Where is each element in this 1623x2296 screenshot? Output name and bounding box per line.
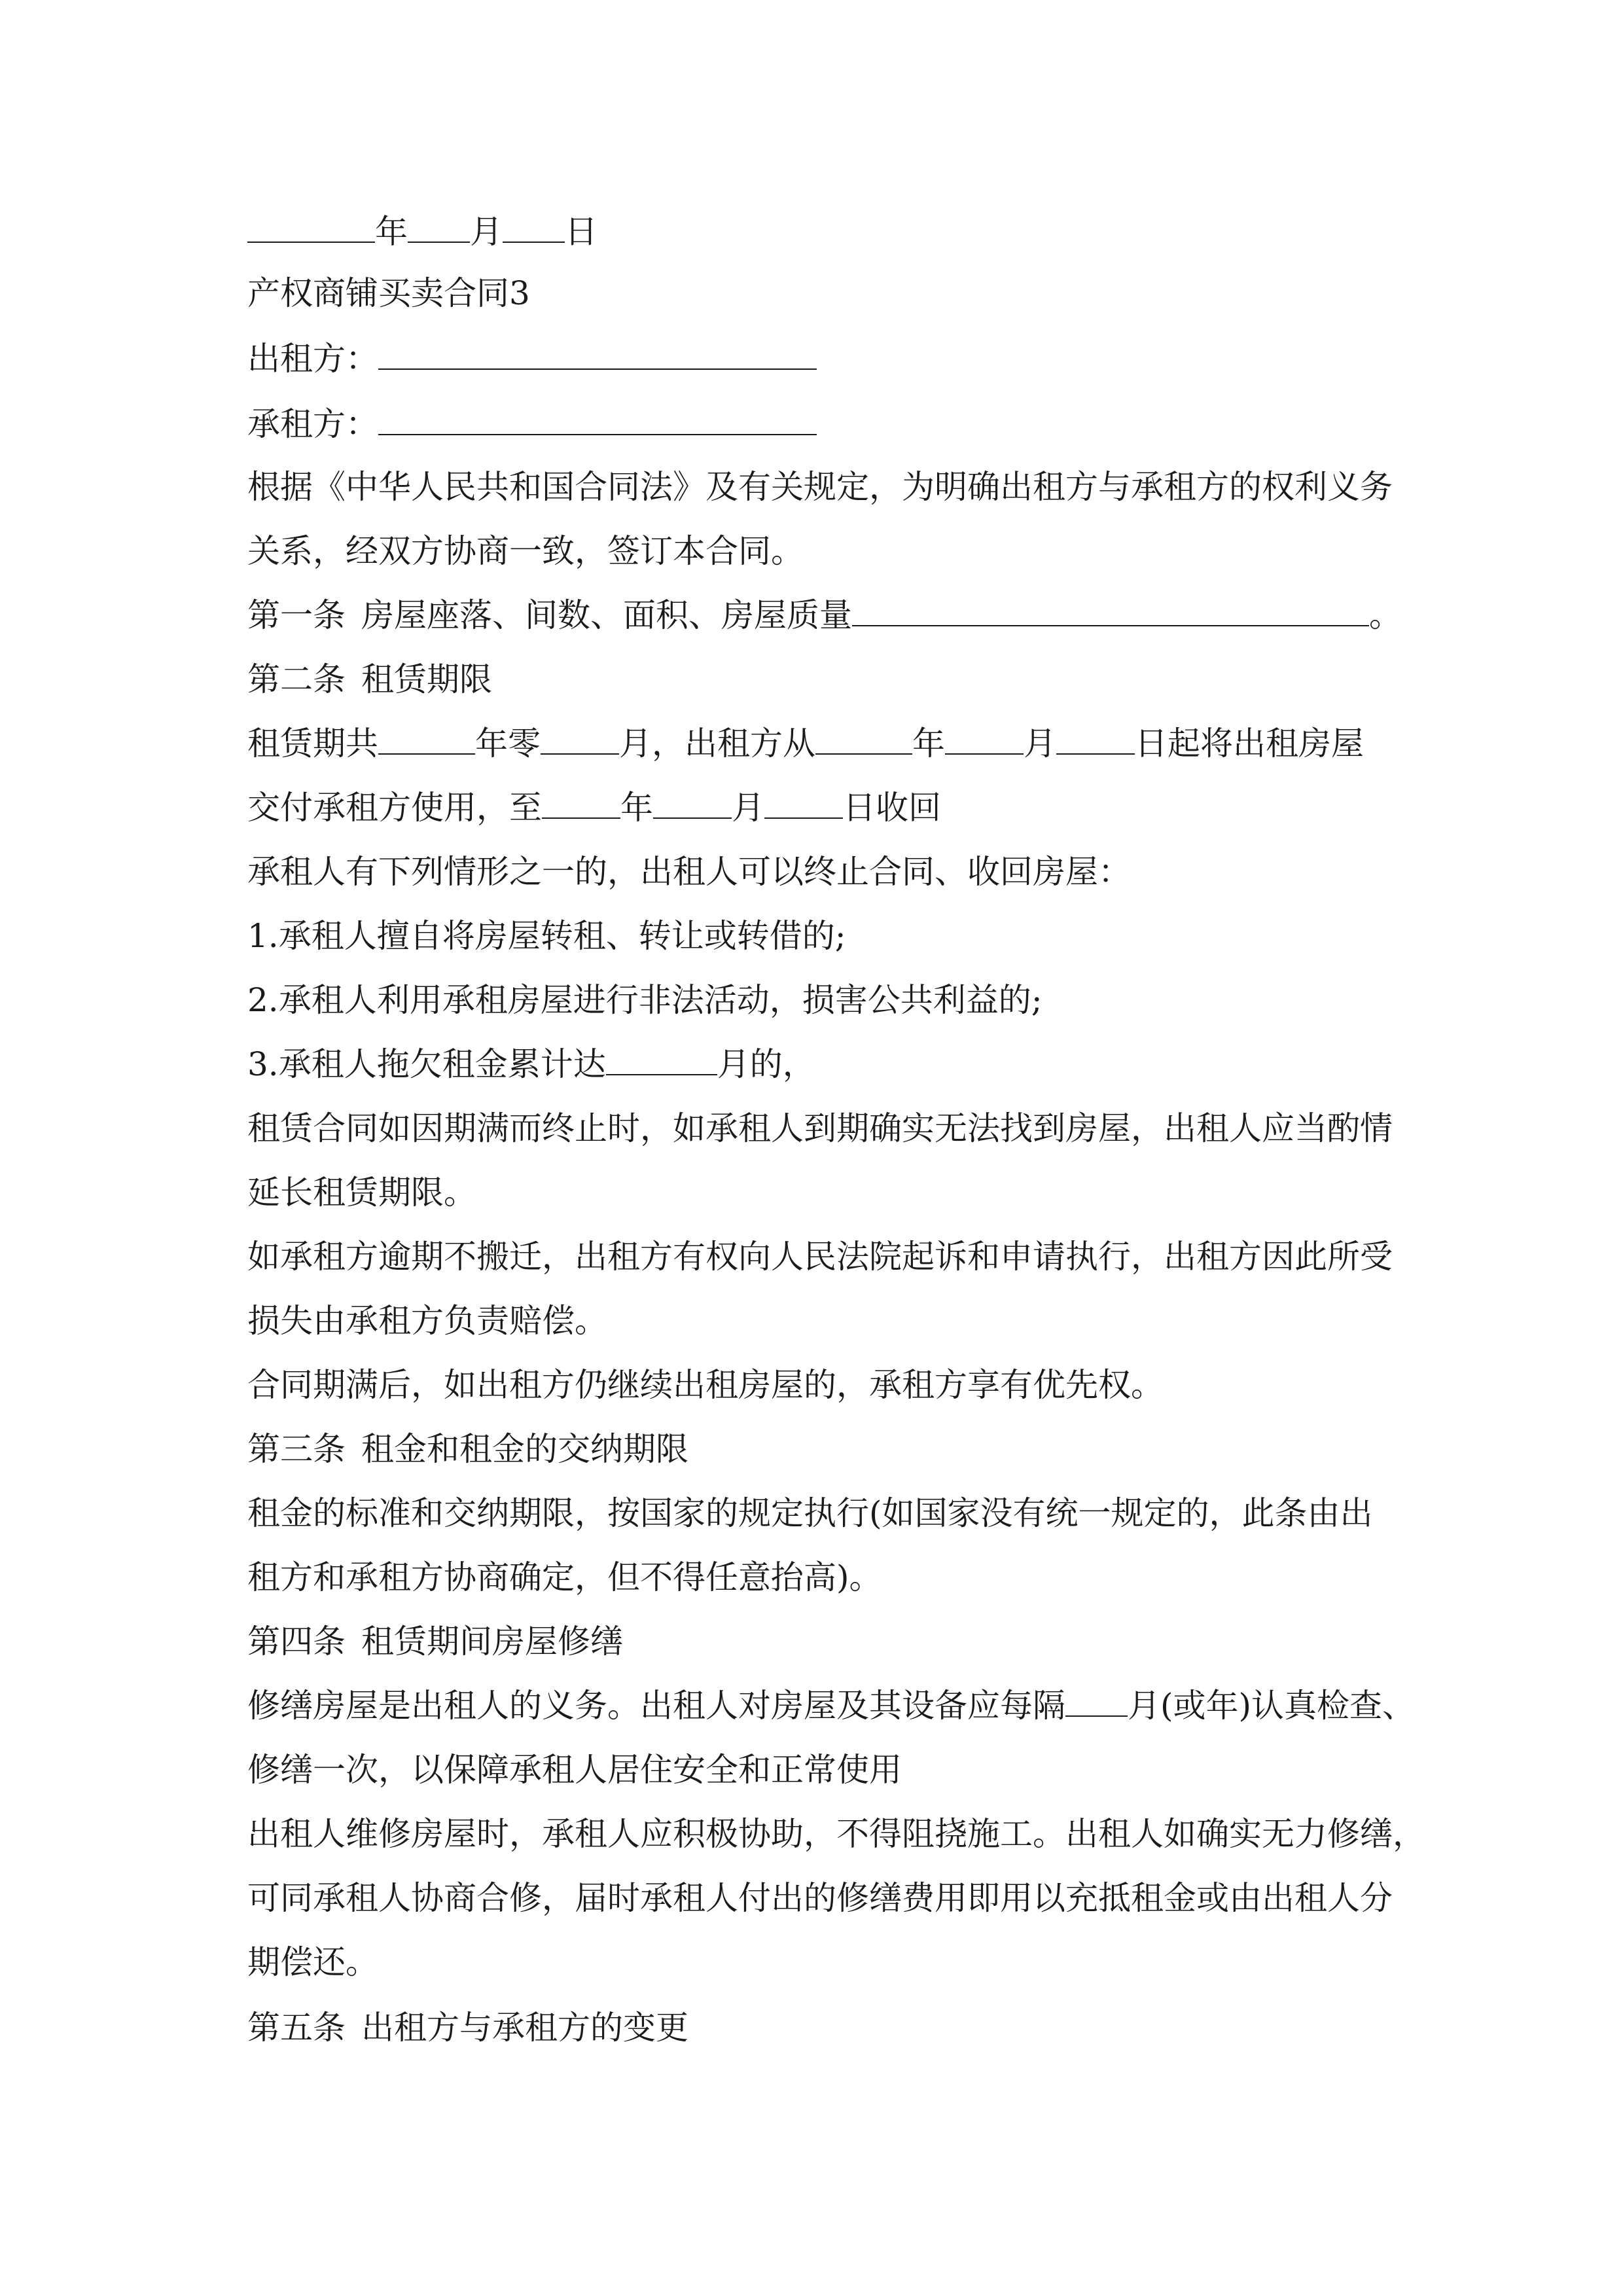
lease-term-line-1: 租赁期共 年零 月，出租方从 年 月 日起将出租房屋 — [247, 720, 1399, 767]
priority-clause: 合同期满后，如出租方仍继续出租房屋的，承租方享有优先权。 — [247, 1366, 1164, 1404]
repair-line-5: 期偿还。 — [247, 1943, 378, 1981]
termination-item-2: 2.承租人利用承租房屋进行非法活动，损害公共利益的; — [247, 981, 1043, 1019]
lessor-blank — [378, 338, 817, 370]
lease-term-line-2: 交付承租方使用，至 年 月 日收回 — [247, 784, 1399, 831]
expiry-line-2: 延长租赁期限。 — [247, 1174, 476, 1211]
document-title: 产权商铺买卖合同3 — [247, 274, 530, 312]
repair-line-1: 修缮房屋是出租人的义务。出租人对房屋及其设备应每隔 月(或年)认真检查、 — [247, 1682, 1399, 1729]
months-blank — [606, 1043, 717, 1076]
rent-line-2: 租方和承租方协商确定，但不得任意抬高)。 — [247, 1558, 882, 1596]
termination-intro: 承租人有下列情形之一的，出租人可以终止合同、收回房屋： — [247, 853, 1131, 891]
article-4-heading: 第四条 租赁期间房屋修缮 — [247, 1623, 623, 1660]
article-3-heading: 第三条 租金和租金的交纳期限 — [247, 1430, 688, 1468]
preamble-line-2: 关系，经双方协商一致，签订本合同。 — [247, 532, 804, 570]
repair-line-3: 出租人维修房屋时，承租人应积极协助，不得阻挠施工。出租人如确实无力修缮， — [247, 1815, 1425, 1853]
overdue-line-1: 如承租方逾期不搬迁，出租方有权向人民法院起诉和申请执行，出租方因此所受 — [247, 1238, 1393, 1276]
overdue-line-2: 损失由承租方负责赔偿。 — [247, 1302, 607, 1340]
article-5-heading: 第五条 出租方与承租方的变更 — [247, 2009, 688, 2047]
date-line: 年 月 日 — [247, 208, 1399, 255]
repair-line-4: 可同承租人协商合修，届时承租人付出的修缮费用即用以充抵租金或由出租人分 — [247, 1879, 1393, 1917]
property-blank — [852, 594, 1369, 627]
year-blank — [247, 211, 375, 243]
lessee-line: 承租方： — [247, 401, 1399, 448]
expiry-line-1: 租赁合同如因期满而终止时，如承租人到期确实无法找到房屋，出租人应当酌情 — [247, 1109, 1393, 1147]
day-blank — [503, 211, 565, 243]
rent-line-1: 租金的标准和交纳期限，按国家的规定执行(如国家没有统一规定的，此条由出 — [247, 1494, 1373, 1532]
lessee-blank — [378, 403, 817, 436]
month-blank — [408, 211, 470, 243]
article-2-heading: 第二条 租赁期限 — [247, 660, 492, 698]
preamble-line-1: 根据《中华人民共和国合同法》及有关规定，为明确出租方与承租方的权利义务 — [247, 468, 1393, 506]
article-1: 第一条 房屋座落、间数、面积、房屋质量 。 — [247, 592, 1399, 639]
repair-line-2: 修缮一次，以保障承租人居住安全和正常使用 — [247, 1751, 902, 1789]
lessor-line: 出租方： — [247, 335, 1399, 382]
termination-item-3: 3.承租人拖欠租金累计达 月的， — [247, 1041, 1399, 1088]
interval-blank — [1065, 1685, 1128, 1717]
termination-item-1: 1.承租人擅自将房屋转租、转让或转借的; — [247, 917, 846, 955]
